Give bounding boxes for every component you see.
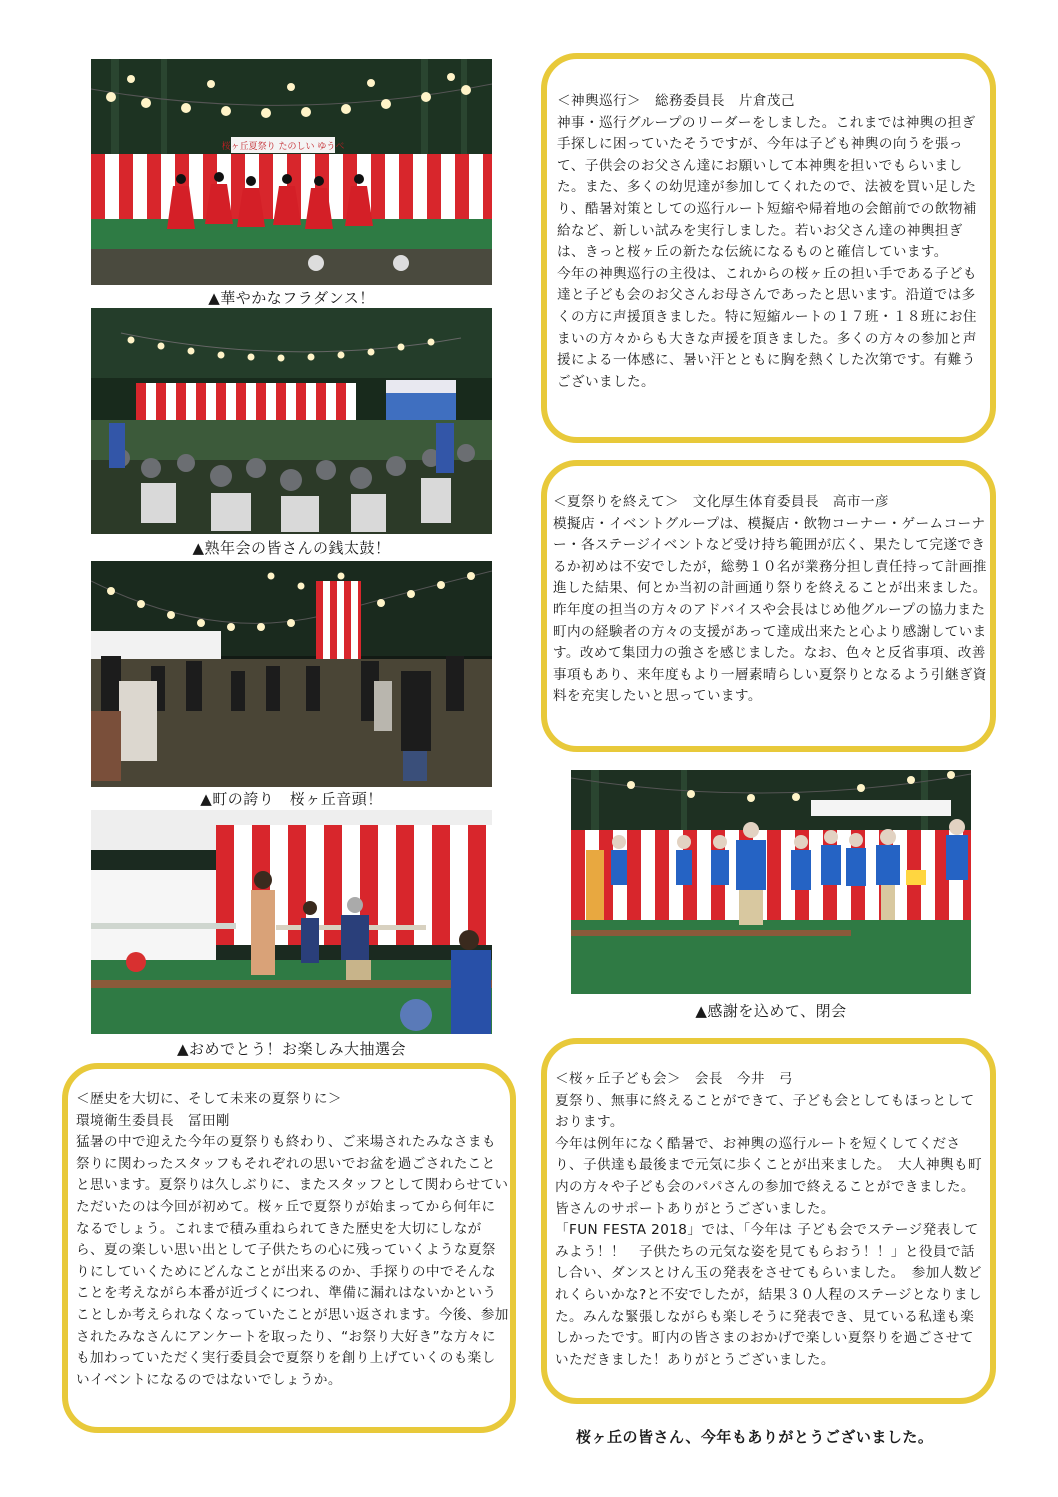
article-mikoshi-body: 神事・巡行グループのリーダーをしました。これまでは神輿の担ぎ手探しに困っていたそうですが、今年は子ども神輿の向うを張って、子供会のお父さん達にお願いして本神輿を担いでもらいました。また、多くの幼児達が参加してくれたので、法被を買い足したり、酷暑対策としての巡行ルート短縮や帰着地の会館前での飲物補給など、新しい試みを実行しました。若いお父さん達の神輿担ぎは、きっと桜ヶ丘の新たな伝統になるものと確信しています。 今年の神輿巡行の主役は、これからの桜ヶ丘の担い手である子ども達と子ども会のお父さんお母さんであったと思います。沿道では多くの方に声援頂きました。特に短縮ルートの１７班・１８班にお住まいの方々からも大きな声援を頂きました。多くの方々の参加と声援による一体感に、暑い汗とともに胸を熱くした次第です。有難うございました。 (557, 114, 977, 390)
caption-zeni-daiko: ▲熟年会の皆さんの銭太鼓！ (192, 539, 391, 557)
photo-bon-dance (91, 561, 492, 787)
caption-closing-ceremony: ▲感謝を込めて、閉会 (695, 1002, 847, 1020)
caption-hula-dance: ▲華やかなフラダンス！ (208, 289, 375, 307)
article-rekishi-body: 猛暑の中で迎えた今年の夏祭りも終わり、ご来場されたみなさまも祭りに関わったスタッフもそれぞれの思いでお盆を過ごされたことと思います。夏祭りは久しぶりに、またスタッフとして関わらせていただいたのは今回が初めて。桜ヶ丘で夏祭りが始まってから何年になるでしょう。これまで積み重ねられてきた歴史を大切にしながら、夏の楽しい思い出として子供たちの心に残っていくような夏祭りにしていくためにどんなことが出来るのか、手探りの中でそんなことを考えながら本番が近づくにつれ、準備に漏れはないかということしか考えられなくなっていたことが思い返されます。今後、参加されたみなさんにアンケートを取ったり、“お祭り大好き”な方々にも加わっていただく実行委員会で夏祭りを創り上げていくのも楽しいイベントになるのではないでしょうか。 (76, 1134, 509, 1388)
article-natsumatsuri-text (553, 492, 987, 708)
photo-closing-ceremony (571, 770, 971, 994)
article-rekishi-text (76, 1089, 509, 1391)
article-rekishi-author: 環境衛生委員長 冨田剛 (76, 1112, 230, 1129)
article-kodomokai-heading: ＜桜ヶ丘子ども会＞ 会長 今井 弓 (555, 1071, 793, 1087)
article-kodomokai-body: 夏祭り、無事に終えることができて、子ども会としてもほっとしております。 今年は例年になく酷暑で、お神輿の巡行ルートを短くしてくださり、子供達も最後まで元気に歩くことが出来ました。 大人神輿も町内の方々や子ども会のパパさんの参加で終えることができました。皆さんのサポートありがとうございました。 「FUN FESTA 2018」では、「今年は 子ども会でステージ発表してみよう！！ 子供たちの元気な姿を見てもらおう！！」と役員で話し合い、ダンスとけん玉の発表をさせてもらいました。 参加人数どれくらいかな?と不安でしたが，結果３０人程のステージとなりました。みんな緊張しながらも楽しそうに発表でき、見ている私達も楽しかったです。町内の皆さまのおかげで楽しい夏祭りを過ごさせていただきました！ありがとうございました。 (555, 1092, 983, 1368)
article-rekishi (62, 1063, 516, 1433)
article-natsumatsuri-heading: ＜夏祭りを終えて＞ 文化厚生体育委員長 高市一彦 (553, 494, 889, 510)
caption-lottery: ▲おめでとう！お楽しみ大抽選会 (176, 1040, 407, 1058)
article-kodomokai-text (555, 1069, 987, 1371)
article-mikoshi (541, 53, 996, 443)
photo-lottery (91, 810, 492, 1034)
stage-banner-text: 桜ヶ丘夏祭り たのしい ゆうべ (221, 142, 345, 152)
article-kodomokai (541, 1038, 996, 1404)
article-natsumatsuri (541, 460, 996, 752)
photo-hula-dance (91, 59, 492, 285)
photo-zeni-daiko (91, 308, 492, 534)
article-mikoshi-text (557, 91, 985, 393)
caption-bon-dance: ▲町の誇り 桜ヶ丘音頭！ (200, 790, 383, 808)
article-natsumatsuri-body: 模擬店・イベントグループは、模擬店・飲物コーナー・ゲームコーナー・各ステージイベントなど受け持ち範囲が広く、果たして完遂できるか初めは不安でしたが，総勢１０名が業務分担し責任持って計画推進した結果、何とか当初の計画通り祭りを終えることが出来ました。昨年度の担当の方々のアドバイスや会長はじめ他グループの協力また町内の経験者の方々の支援があって達成出来たと心より感謝しています。改めて集団力の強さを感じました。なお、色々と反省事項、改善事項もあり、来年度もより一層素晴らしい夏祭りとなるよう引継ぎ資料を充実したいと思っています。 (553, 515, 987, 705)
closing-message: 桜ヶ丘の皆さん、今年もありがとうございました。 (576, 1428, 934, 1446)
article-rekishi-heading: ＜歴史を大切に、そして未来の夏祭りに＞ (76, 1091, 342, 1107)
article-mikoshi-heading: ＜神輿巡行＞ 総務委員長 片倉茂己 (557, 93, 795, 109)
